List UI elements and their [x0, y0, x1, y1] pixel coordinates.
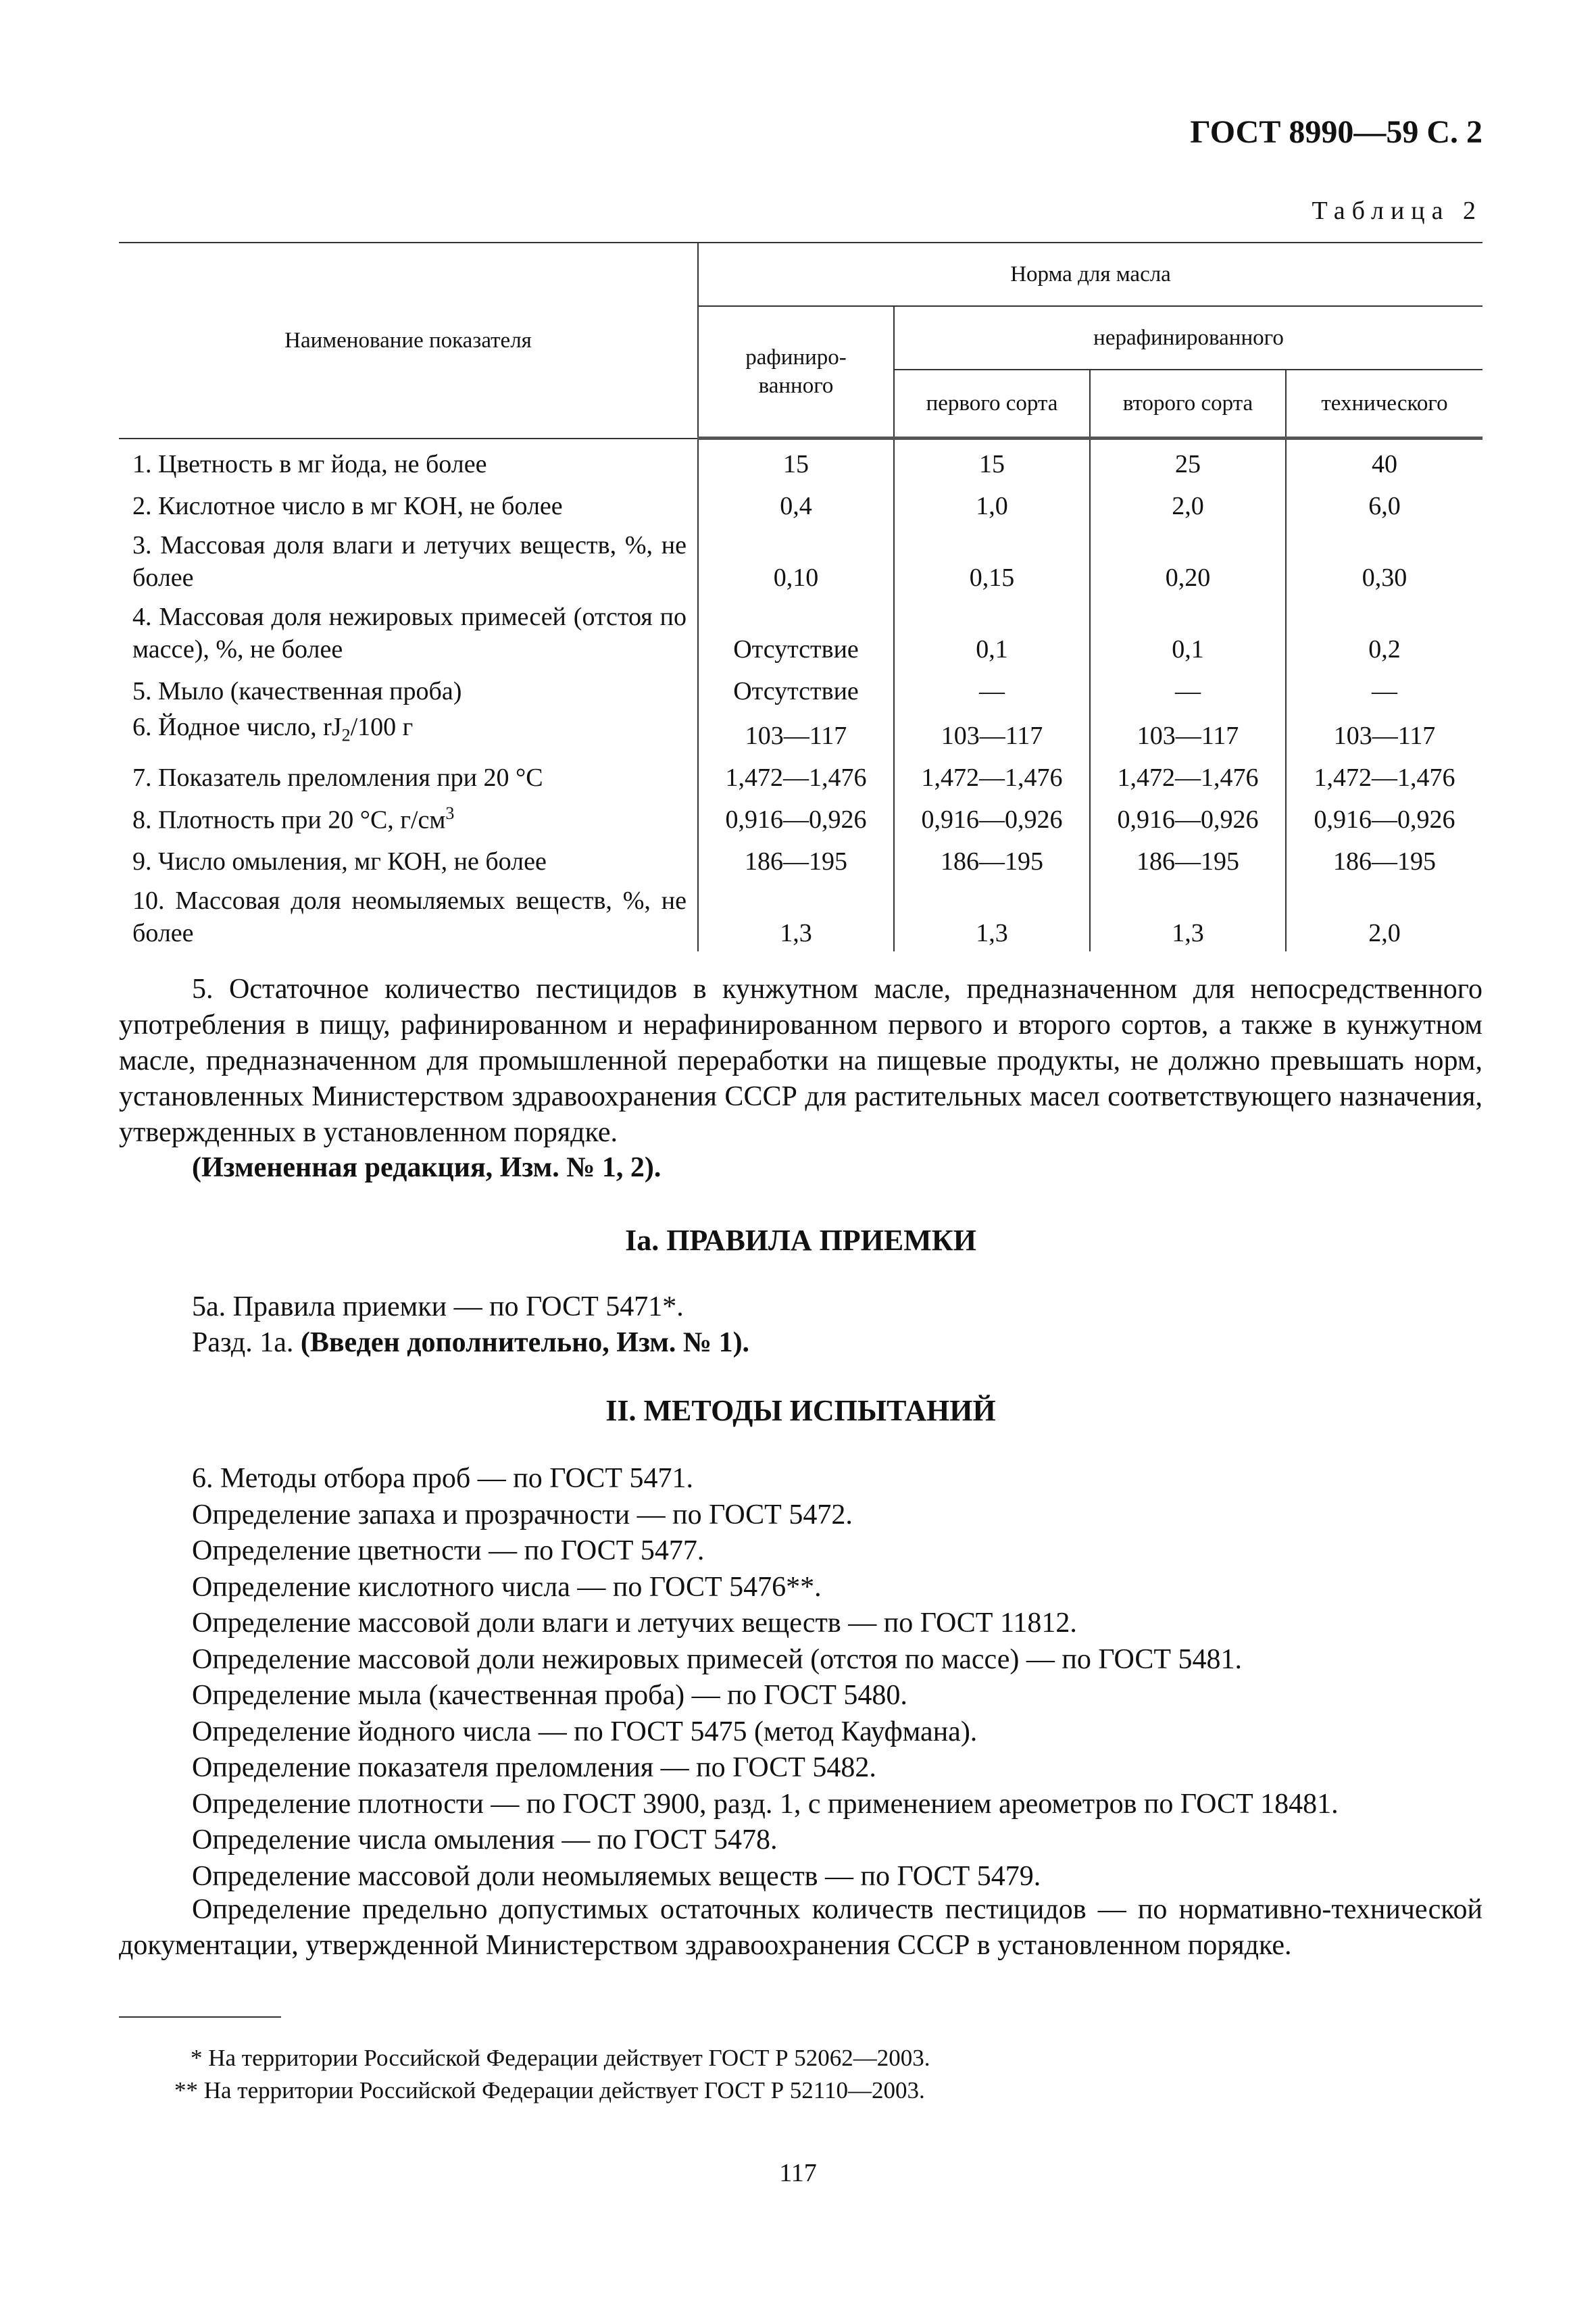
paragraph-5: 5. Остаточное количество пестицидов в кунжутном масле, предназначенном для непосредственного употребления в пищу, рафинированном и нерафинированном первого и второго сортов, а также в кунжутном масле, предназначенном для промышленной переработки на пищевые продукты, не должно превышать норм, установленных Министерством здравоохранения СССР для растительных масел соответствующего назначения, утвержденных в установленном порядке.	[119, 974, 1482, 1148]
value-cell-first: 103—117	[894, 710, 1090, 754]
header-first-grade: первого сорта	[894, 370, 1090, 439]
value-cell-second: 0,916—0,926	[1090, 796, 1286, 839]
test-method-line: Определение запаха и прозрачности — по ГОСТ 5472.	[192, 1499, 853, 1530]
test-method-line: Определение мыла (качественная проба) — по ГОСТ 5480.	[192, 1680, 907, 1711]
header-second-grade: второго сорта	[1090, 370, 1286, 439]
document-reference: ГОСТ 8990—59 С. 2	[1190, 114, 1482, 150]
footnote-1: * На территории Российской Федерации действует ГОСТ Р 52062—2003.	[191, 2045, 930, 2071]
indicator-name-cell: 7. Показатель преломления при 20 °С	[132, 763, 543, 792]
value-cell-refined: 0,916—0,926	[698, 796, 894, 839]
header-norm: Норма для масла	[698, 243, 1482, 306]
value-cell-first: 0,916—0,926	[894, 796, 1090, 839]
table-row	[119, 482, 1482, 524]
value-cell-refined: 15	[698, 439, 894, 483]
table-row	[119, 524, 1482, 596]
value-cell-second: 0,20	[1090, 524, 1286, 596]
pesticide-method-paragraph: Определение предельно допустимых остаточных количеств пестицидов — по нормативно-технической документации, утвержденной Министерством здравоохранения СССР в установленном порядке.	[119, 1894, 1482, 1961]
header-technical: технического	[1286, 370, 1482, 439]
indicator-name-cell: 1. Цветность в мг йода, не более	[132, 450, 487, 478]
test-method-line: Определение массовой доли неомыляемых веществ — по ГОСТ 5479.	[192, 1861, 1041, 1892]
value-cell-tech: 0,30	[1286, 524, 1482, 596]
value-cell-second: —	[1090, 668, 1286, 710]
value-cell-tech: 6,0	[1286, 482, 1482, 524]
value-cell-tech: 2,0	[1286, 880, 1482, 951]
value-cell-tech: 40	[1286, 439, 1482, 483]
footnote-2: ** На территории Российской Федерации действует ГОСТ Р 52110—2003.	[174, 2077, 925, 2104]
value-cell-second: 1,472—1,476	[1090, 754, 1286, 796]
value-cell-refined: 0,10	[698, 524, 894, 596]
table-row	[119, 439, 1482, 483]
page-number: 117	[779, 2159, 817, 2187]
section-heading-acceptance: Iа. ПРАВИЛА ПРИЕМКИ	[625, 1224, 976, 1257]
value-cell-refined: 1,3	[698, 880, 894, 951]
value-cell-tech: 1,472—1,476	[1286, 754, 1482, 796]
norms-table	[119, 242, 1482, 951]
value-cell-first: 15	[894, 439, 1090, 483]
indicator-name-cell: 10. Массовая доля неомыляемых веществ, %, не более	[132, 887, 687, 948]
test-method-line: Определение цветности — по ГОСТ 5477.	[192, 1535, 705, 1566]
footnote-divider	[119, 2016, 281, 2018]
indicator-name-cell: 2. Кислотное число в мг КОН, не более	[132, 492, 563, 520]
test-method-line: Определение массовой доли влаги и летучих веществ — по ГОСТ 11812.	[192, 1608, 1077, 1639]
value-cell-second: 103—117	[1090, 710, 1286, 754]
table-caption: Таблица 2	[1312, 197, 1482, 225]
value-cell-first: 186—195	[894, 838, 1090, 880]
value-cell-refined: Отсутствие	[698, 668, 894, 710]
header-indicator-name: Наименование показателя	[119, 243, 698, 439]
indicator-name-cell: 5. Мыло (качественная проба)	[132, 677, 462, 705]
value-cell-second: 2,0	[1090, 482, 1286, 524]
table-row	[119, 596, 1482, 668]
value-cell-first: 1,0	[894, 482, 1090, 524]
value-cell-first: —	[894, 668, 1090, 710]
acceptance-note-bold: (Введен дополнительно, Изм. № 1).	[300, 1327, 750, 1358]
test-method-line: Определение числа омыления — по ГОСТ 5478.	[192, 1824, 778, 1856]
indicator-name-cell: 8. Плотность при 20 °С, $г/см^3$	[132, 803, 455, 835]
value-cell-first: 1,3	[894, 880, 1090, 951]
value-cell-tech: —	[1286, 668, 1482, 710]
value-cell-second: 25	[1090, 439, 1286, 483]
value-cell-tech: 0,916—0,926	[1286, 796, 1482, 839]
test-method-line: Определение йодного числа — по ГОСТ 5475 (метод Кауфмана).	[192, 1716, 978, 1747]
section-heading-test-methods: II. МЕТОДЫ ИСПЫТАНИЙ	[605, 1394, 996, 1427]
value-cell-first: 1,472—1,476	[894, 754, 1090, 796]
table-body	[119, 439, 1482, 952]
table-row	[119, 880, 1482, 951]
test-method-line: Определение показателя преломления — по ГОСТ 5482.	[192, 1752, 876, 1783]
table-row	[119, 710, 1482, 754]
table-row	[119, 668, 1482, 710]
table-row	[119, 796, 1482, 839]
value-cell-first: 0,15	[894, 524, 1090, 596]
acceptance-note-line	[192, 1325, 749, 1361]
value-cell-tech: 0,2	[1286, 596, 1482, 668]
test-method-line: Определение массовой доли нежировых примесей (отстоя по массе) — по ГОСТ 5481.	[192, 1644, 1243, 1675]
value-cell-tech: 186—195	[1286, 838, 1482, 880]
paragraph-5-note: (Измененная редакция, Изм. № 1, 2).	[192, 1152, 662, 1183]
value-cell-refined: 103—117	[698, 710, 894, 754]
test-method-line: 6. Методы отбора проб — по ГОСТ 5471.	[192, 1463, 693, 1494]
acceptance-rule-line: 5а. Правила приемки — по ГОСТ 5471*.	[192, 1291, 684, 1322]
table-row	[119, 754, 1482, 796]
acceptance-note-prefix: Разд. 1а.	[192, 1327, 294, 1358]
value-cell-refined: Отсутствие	[698, 596, 894, 668]
value-cell-refined: 186—195	[698, 838, 894, 880]
value-cell-tech: 103—117	[1286, 710, 1482, 754]
test-method-line: Определение кислотного числа — по ГОСТ 5476**.	[192, 1572, 822, 1603]
value-cell-refined: 0,4	[698, 482, 894, 524]
indicator-name-cell: 9. Число омыления, мг КОН, не более	[132, 847, 547, 876]
indicator-name-cell: 6. Йодное число, $rJ_2/100$ г	[132, 713, 414, 745]
header-unrefined: нерафинированного	[894, 306, 1482, 370]
header-refined: рафиниро-ванного	[698, 306, 894, 439]
value-cell-first: 0,1	[894, 596, 1090, 668]
value-cell-second: 0,1	[1090, 596, 1286, 668]
value-cell-refined: 1,472—1,476	[698, 754, 894, 796]
table-row	[119, 838, 1482, 880]
value-cell-second: 186—195	[1090, 838, 1286, 880]
indicator-name-cell: 3. Массовая доля влаги и летучих веществ, %, не более	[132, 531, 687, 592]
value-cell-second: 1,3	[1090, 880, 1286, 951]
indicator-name-cell: 4. Массовая доля нежировых примесей (отстоя по массе), %, не более	[132, 603, 687, 664]
test-method-line: Определение плотности — по ГОСТ 3900, разд. 1, с применением ареометров по ГОСТ 18481.	[192, 1789, 1339, 1820]
